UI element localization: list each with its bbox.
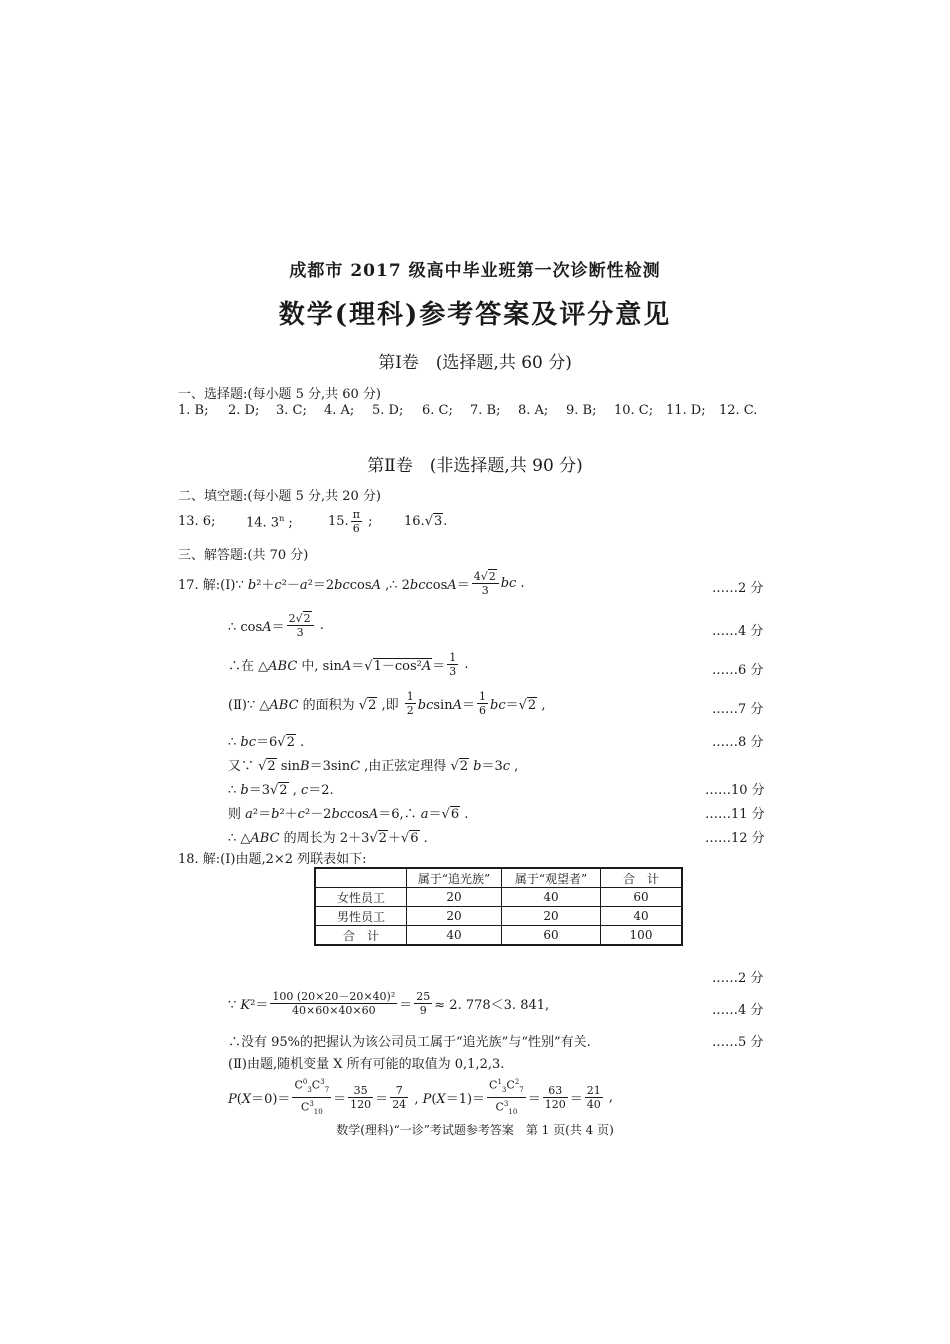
score-note: ……12 分	[705, 831, 765, 846]
score-note: ……5 分	[712, 1035, 764, 1050]
table-cell: 60	[601, 888, 683, 907]
answer-item: 1. B;	[178, 403, 209, 418]
q17-line4: (Ⅱ)∵ △ABC 的面积为 √2 ,即 $\frac{1}{2}$ bcsinA＝ $\frac{1}{6}$ bc＝√2 ,	[228, 690, 546, 717]
table-row	[315, 888, 682, 907]
table-cell: 40	[407, 926, 502, 946]
score-note: ……4 分	[712, 1003, 764, 1018]
q17-line7: ∴ b＝3√2 , c＝2.	[228, 783, 334, 798]
q18-k2-line: ∵ K²＝ $\frac{\text{100 (20×20－20×40)²}}{40\times 60\times 40\times 60}$ ＝ $\frac{25}{9}$ ≈ 2. 778＜3. 841,	[228, 990, 550, 1017]
answer-item: 5. D;	[372, 403, 404, 418]
table-cell: 40	[601, 907, 683, 926]
table-header: 属于“观望者”	[502, 868, 601, 888]
fill-answer-16: 16.√3.	[404, 514, 448, 529]
table-cell: 20	[502, 907, 601, 926]
fill-answers	[178, 508, 598, 538]
answer-item: 10. C;	[614, 403, 654, 418]
table-header: 属于“追光族”	[407, 868, 502, 888]
q18-conclusion: ∴没有 95%的把握认为该公司员工属于“追光族”与“性别”有关.	[228, 1035, 591, 1050]
fill-section-title: 二、填空题:(每小题 5 分,共 20 分)	[178, 489, 381, 504]
choice-section-title: 一、选择题:(每小题 5 分,共 60 分)	[178, 387, 381, 402]
answer-item: 6. C;	[422, 403, 453, 418]
table-header: 合 计	[601, 868, 683, 888]
table-cell: 20	[407, 907, 502, 926]
q17-line8: 则 a²＝b²＋c²－2bccosA＝6,∴ a＝√6 .	[228, 807, 469, 822]
answer-item: 9. B;	[566, 403, 597, 418]
page-footer: 数学(理科)“一诊”考试题参考答案 第 1 页(共 4 页)	[336, 1123, 614, 1137]
fill-answer-15: 15. $\frac{\pi}{6}$ ;	[328, 508, 373, 535]
q17-line3: ∴在 △ABC 中, sinA＝√1－cos²A＝ $\frac{1}{3}$ .	[228, 651, 469, 678]
table-row	[315, 907, 682, 926]
score-note: ……10 分	[705, 783, 765, 798]
answer-item: 8. A;	[518, 403, 549, 418]
doc-subtitle: 成都市 2017 级高中毕业班第一次诊断性检测	[289, 261, 661, 281]
q17-line2: ∴ cosA＝ $\frac{2√2}{3}$ .	[228, 612, 324, 639]
contingency-table	[314, 867, 683, 946]
answer-item: 11. D;	[666, 403, 706, 418]
q17-line5: ∴ bc＝6√2 .	[228, 735, 305, 750]
q18-part2: (Ⅱ)由题,随机变量 X 所有可能的取值为 0,1,2,3.	[228, 1057, 505, 1072]
fill-answer-13: 13. 6;	[178, 514, 216, 529]
table-row	[315, 868, 682, 888]
table-cell: 男性员工	[315, 907, 407, 926]
table-cell: 合 计	[315, 926, 407, 946]
score-note: ……4 分	[712, 624, 764, 639]
score-note: ……8 分	[712, 735, 764, 750]
q18-probability-line: P(X＝0)＝ $\frac{C^0_3C^3_7}{C^3_{10}}$ ＝ $\frac{35}{120}$ ＝ $\frac{7}{24}$ , P(X＝1)＝ $\frac{C^1_3C^2_7}{C^3_{10}}$ ＝ $\frac{63}{120}$ ＝ $\frac{21}{40}$ ,	[228, 1078, 614, 1116]
answer-item: 3. C;	[276, 403, 307, 418]
solve-section-title: 三、解答题:(共 70 分)	[178, 548, 309, 563]
score-note: ……7 分	[712, 702, 764, 717]
score-note: ……2 分	[712, 581, 764, 596]
table-cell: 40	[502, 888, 601, 907]
table-row	[315, 926, 682, 946]
score-note: ……6 分	[712, 663, 764, 678]
doc-title: 数学(理科)参考答案及评分意见	[278, 300, 672, 330]
answer-item: 12. C.	[719, 403, 758, 418]
answer-item: 7. B;	[470, 403, 501, 418]
q17-line6: 又∵ √2 sinB＝3sinC ,由正弦定理得 √2 b＝3c ,	[228, 759, 519, 774]
score-note: ……11 分	[705, 807, 765, 822]
q17-line1: 17. 解:(Ⅰ)∵ b²＋c²－a²＝2bccosA ,∴ 2bccosA＝ $\frac{4√2}{3}$ bc .	[178, 570, 525, 597]
table-cell: 20	[407, 888, 502, 907]
fill-answer-14: 14. 3$^n$ ;	[246, 514, 293, 531]
part2-heading: 第Ⅱ卷 (非选择题,共 90 分)	[367, 456, 583, 476]
answer-item: 2. D;	[228, 403, 260, 418]
q18-intro: 18. 解:(Ⅰ)由题,2×2 列联表如下:	[178, 852, 367, 867]
table-cell	[315, 868, 407, 888]
table-cell: 60	[502, 926, 601, 946]
answer-item: 4. A;	[324, 403, 355, 418]
table-cell: 100	[601, 926, 683, 946]
table-cell: 女性员工	[315, 888, 407, 907]
score-note: ……2 分	[712, 971, 764, 986]
q17-line9: ∴ △ABC 的周长为 2＋3√2＋√6 .	[228, 831, 428, 846]
part1-heading: 第Ⅰ卷 (选择题,共 60 分)	[378, 353, 572, 373]
